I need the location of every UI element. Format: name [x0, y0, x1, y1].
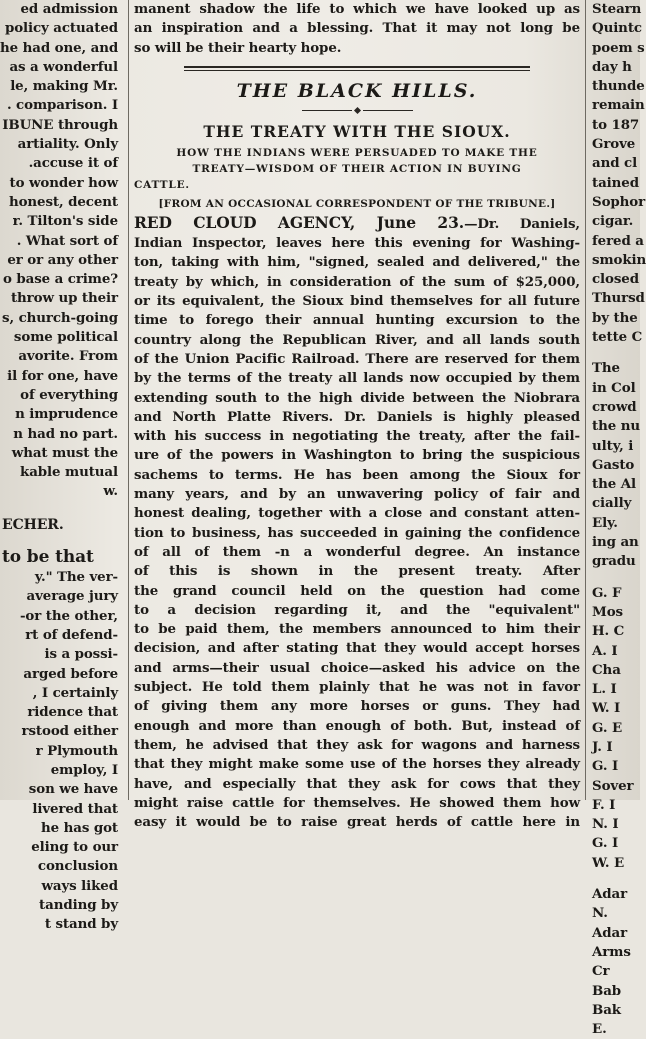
text-line: ridence that: [27, 704, 118, 721]
text-line: employ, I: [50, 761, 118, 778]
right-column-lower-text: [590, 885, 640, 1039]
column-rule-right: [585, 0, 586, 800]
text-line: by the: [592, 309, 638, 326]
text-line: to a decision regarding it, and the "equivalent": [134, 601, 580, 618]
text-line: H. C: [592, 623, 625, 640]
text-line: Adar: [592, 924, 628, 941]
text-line: n imprudence: [15, 406, 118, 423]
deck-line: TREATY—WISDOM OF THEIR ACTION IN BUYING: [192, 162, 522, 175]
text-line: cigar.: [592, 213, 634, 230]
text-line: il for one, have: [7, 367, 118, 384]
right-column: [590, 0, 646, 1039]
text-line: r. Tilton's side: [12, 213, 118, 230]
text-line: .accuse it of: [28, 155, 118, 172]
text-line: J. I: [592, 738, 613, 755]
right-column-middle-text: [590, 359, 640, 571]
text-line: what must the: [11, 444, 118, 461]
text-line: Mos: [592, 603, 623, 620]
text-line: the nu: [592, 418, 640, 435]
text-line: IBUNE through: [2, 116, 118, 133]
text-line: to 187: [592, 116, 640, 133]
text-line: easy it would be to raise great herds of cattle here in: [134, 814, 580, 831]
text-line: that they might make some use of the horses they already: [134, 756, 580, 773]
text-line: avorite. From: [18, 348, 118, 365]
text-line: by the terms of the treaty all lands now occupied by them: [134, 370, 580, 387]
text-line: Ely.: [592, 514, 618, 531]
text-line: the Al: [592, 476, 636, 493]
text-line: r Plymouth: [35, 742, 118, 759]
text-line: ways liked: [41, 877, 118, 894]
text-line: an inspiration and a blessing. That it may not long be: [134, 20, 580, 37]
text-line: many years, and by an unwavering policy of fair and: [134, 486, 580, 503]
text-line: tion to business, has succeeded in gaining the confidence: [134, 524, 580, 541]
text-line: tette C: [592, 329, 643, 346]
preceding-article-end: [134, 0, 580, 58]
text-line: of all of them -n a wonderful degree. An instance: [134, 543, 580, 560]
text-line: t stand by: [44, 916, 118, 933]
text-line: Sophor: [592, 193, 646, 210]
deck-line: HOW THE INDIANS WERE PERSUADED TO MAKE THE: [176, 146, 538, 159]
text-line: he has got: [40, 819, 118, 836]
article-byline: [FROM AN OCCASIONAL CORRESPONDENT OF THE TRIBUNE.]: [158, 197, 556, 210]
text-line: Gasto: [592, 456, 635, 473]
text-line: gradu: [592, 553, 636, 570]
text-line: time to forego their annual hunting excursion to the: [134, 312, 580, 329]
text-line: son we have: [28, 781, 118, 798]
right-column-name-list: [590, 584, 640, 873]
text-line: eling to our: [31, 839, 118, 856]
text-line: crowd: [592, 398, 637, 415]
text-line: to wonder how: [9, 174, 118, 191]
text-line: honest dealing, together with a close and constant atten-: [134, 505, 580, 522]
text-line: Thursd: [592, 290, 645, 307]
text-line: E.: [592, 1021, 607, 1038]
text-line: Cr: [592, 963, 610, 980]
text-line: F. I: [592, 796, 616, 813]
text-line: tanding by: [39, 897, 118, 914]
text-line: Grove: [592, 136, 636, 153]
text-line: o base a crime?: [2, 271, 118, 288]
text-line: Quintc: [592, 20, 642, 37]
text-line: conclusion: [37, 858, 118, 875]
text-line: some political: [13, 329, 118, 346]
text-line: rt of defend-: [25, 626, 118, 643]
text-line: G. F: [592, 584, 622, 601]
text-line: . comparison. I: [6, 97, 118, 114]
text-line: er or any other: [7, 251, 118, 268]
article-column: [134, 0, 580, 832]
text-line: ing an: [592, 534, 639, 551]
text-line: -or the other,: [19, 607, 118, 624]
text-line: manent shadow the life to which we have looked up as: [134, 1, 580, 17]
text-line: , I certainly: [32, 684, 118, 701]
text-line: Sover: [592, 777, 634, 794]
article-dateline: RED CLOUD AGENCY, June 23.: [134, 212, 465, 232]
text-line: in Col: [592, 379, 636, 396]
text-line: Bak: [592, 1001, 621, 1018]
text-line: as a wonderful: [9, 58, 118, 75]
section-divider: [184, 66, 530, 71]
text-line: Arms: [592, 943, 631, 960]
text-line: so will be their hearty hope.: [134, 39, 342, 56]
text-line: them, he advised that they ask for wagons and harness: [134, 736, 580, 753]
text-line: thunde: [592, 78, 645, 95]
text-line: with his success in negotiating the treaty, after the fail-: [134, 428, 580, 445]
text-line: treaty by which, in consideration of the sum of $25,000,: [134, 273, 580, 290]
text-line: y." The ver-: [34, 569, 118, 586]
text-line: . What sort of: [16, 232, 118, 249]
text-line: G. I: [592, 835, 619, 852]
text-line: Stearn: [592, 1, 642, 17]
text-line: s, church-going: [2, 309, 118, 326]
text-line: w.: [103, 483, 118, 500]
text-line: closed: [592, 271, 639, 288]
text-line: N.: [592, 905, 608, 922]
left-column-lower-text: [0, 547, 122, 935]
text-line: W. I: [592, 700, 621, 717]
text-line: policy actuated: [4, 20, 118, 37]
right-column-upper-text: [590, 0, 646, 347]
text-line: average jury: [26, 588, 118, 605]
text-line: sachems to terms. He has been among the Sioux for: [134, 466, 580, 483]
ornament-divider: [134, 106, 580, 116]
article-first-line-rest: —Dr. Daniels,: [464, 215, 580, 232]
text-line: to be paid them, the members announced to him their: [134, 621, 580, 638]
text-line: of the Union Pacific Railroad. There are reserved for them: [134, 350, 580, 367]
text-line: ure of the powers in Washington to bring the suspicious: [134, 447, 580, 464]
text-line: Cha: [592, 661, 621, 678]
text-line: and cl: [592, 155, 638, 172]
text-line: kable mutual: [20, 464, 118, 481]
text-line: to be that: [2, 547, 94, 568]
text-line: and North Platte Rivers. Dr. Daniels is highly pleased: [134, 408, 580, 425]
text-line: The: [592, 360, 620, 377]
text-line: day h: [592, 58, 632, 75]
text-line: cially: [592, 495, 632, 512]
article-headline: THE TREATY WITH THE SIOUX.: [203, 121, 511, 141]
text-line: throw up their: [10, 290, 118, 307]
text-line: is a possi-: [44, 646, 118, 663]
text-line: subject. He told them plainly that he was not in favor: [134, 679, 580, 696]
article-body: [134, 234, 580, 832]
text-line: W. E: [592, 854, 625, 871]
text-line: remain: [592, 97, 645, 114]
text-line: G. E: [592, 719, 623, 736]
text-line: arged before: [23, 665, 118, 682]
text-line: Adar: [592, 886, 628, 903]
text-line: and arms—their usual choice—asked his advice on the: [134, 659, 580, 676]
text-line: ulty, i: [592, 437, 634, 454]
text-line: N. I: [592, 816, 619, 833]
text-line: enough and more than enough of both. But, instead of: [134, 717, 580, 734]
text-line: the grand council held on the question had come: [134, 582, 580, 599]
text-line: of giving them any more horses or guns. They had: [134, 698, 580, 715]
text-line: le, making Mr.: [10, 78, 118, 95]
deck-line: CATTLE.: [134, 178, 190, 191]
article-deck: [134, 145, 580, 193]
text-line: ed admission: [20, 1, 118, 17]
text-line: or its equivalent, the Sioux bind themselves for all future: [134, 293, 580, 310]
left-column-upper-text: [0, 0, 122, 502]
text-line: ton, taking with him, "signed, sealed and delivered," the: [134, 254, 580, 271]
text-line: extending south to the high divide between the Niobrara: [134, 389, 580, 406]
text-line: poem s: [592, 39, 645, 56]
text-line: country along the Republican River, and all lands south: [134, 331, 580, 348]
text-line: decision, and after stating that they would accept horses: [134, 640, 580, 657]
text-line: G. I: [592, 758, 619, 775]
text-line: tained: [592, 174, 639, 191]
article-first-line: [134, 213, 580, 234]
text-line: A. I: [592, 642, 618, 659]
text-line: artiality. Only: [17, 136, 118, 153]
text-line: have, and especially that they ask for cows that they: [134, 775, 580, 792]
text-line: livered that: [32, 800, 118, 817]
text-line: honest, decent: [8, 193, 118, 210]
text-line: he had one, and: [0, 39, 119, 56]
section-title: THE BLACK HILLS.: [236, 79, 478, 102]
text-line: fered a: [592, 232, 644, 249]
text-line: Bab: [592, 982, 622, 999]
text-line: of this is shown in the present treaty. After: [134, 563, 580, 580]
left-column-section-head: ECHER.: [2, 516, 64, 533]
text-line: might raise cattle for themselves. He showed them how: [134, 794, 580, 811]
text-line: Indian Inspector, leaves here this evening for Washing-: [134, 235, 580, 252]
text-line: L. I: [592, 681, 617, 698]
text-line: n had no part.: [13, 425, 118, 442]
column-rule-left: [128, 0, 129, 800]
text-line: of everything: [20, 386, 118, 403]
left-column: [0, 0, 122, 935]
text-line: smokin: [592, 251, 646, 268]
text-line: rstood either: [21, 723, 118, 740]
